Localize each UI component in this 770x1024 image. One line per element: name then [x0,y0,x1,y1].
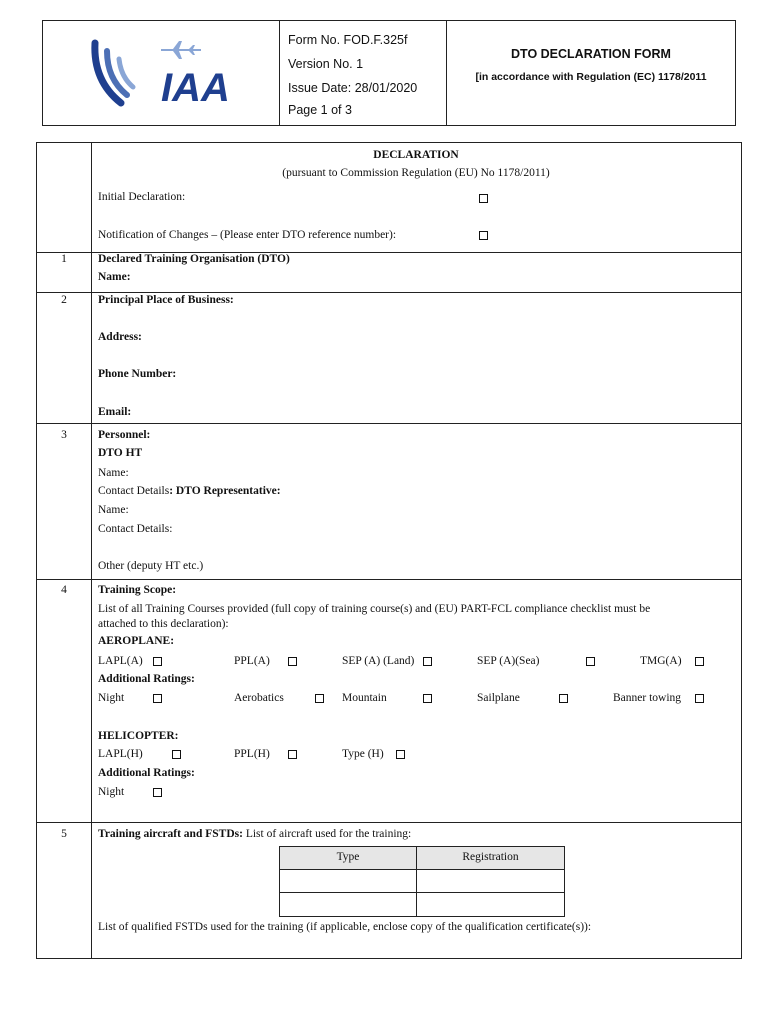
dto-ht-label: DTO HT [98,447,143,459]
row-divider [37,423,741,424]
notification-changes-checkbox[interactable] [479,231,488,240]
rating-night-checkbox[interactable] [153,694,162,703]
initial-declaration-checkbox[interactable] [479,194,488,203]
declaration-table [36,142,742,959]
helicopter-heading: HELICOPTER: [98,730,179,742]
course-ppl-h-label: PPL(H) [234,748,270,760]
aircraft-registration-header: Registration [462,851,519,863]
course-sep-sea-checkbox[interactable] [586,657,595,666]
section-1-title: Declared Training Organisation (DTO) [98,253,290,265]
rating-banner-towing-label: Banner towing [613,692,682,704]
course-type-h-label: Type (H) [342,748,384,760]
aeroplane-heading: AEROPLANE: [98,635,175,647]
rating-sailplane-checkbox[interactable] [559,694,568,703]
course-lapl-h-label: LAPL(H) [98,748,143,760]
aircraft-type-cell[interactable] [280,893,416,915]
ht-name-label: Name: [98,467,129,479]
additional-ratings-heli-heading: Additional Ratings: [98,767,195,779]
course-tmg-a-checkbox[interactable] [695,657,704,666]
section-number: 3 [61,429,67,441]
form-title-cell [447,21,735,125]
address-label: Address: [98,331,142,343]
iaa-logo [43,21,279,125]
training-scope-desc-cont: attached to this declaration): [98,618,229,630]
page-number: Page 1 of 3 [288,103,352,117]
rating-aerobatics-label: Aerobatics [234,692,284,704]
rating-banner-towing-checkbox[interactable] [695,694,704,703]
form-number: Form No. FOD.F.325f [288,33,408,47]
rating-night-label: Night [98,692,125,704]
notification-changes-label: Notification of Changes – (Please enter DTO reference number): [98,229,397,241]
dto-representative-label: : DTO Representative: [169,485,281,497]
aircraft-type-cell[interactable] [280,870,416,892]
row-divider [37,822,741,823]
aircraft-registration-cell[interactable] [417,870,564,892]
course-sep-land-checkbox[interactable] [423,657,432,666]
section-5-title: Training aircraft and FSTDs: [98,828,243,840]
section-number: 5 [61,828,67,840]
course-tmg-a-label: TMG(A) [640,655,682,667]
plane-icon [161,41,201,59]
form-subtitle: [in accordance with Regulation (EC) 1178/2011 [475,71,707,83]
section-number: 4 [61,584,67,596]
rating-mountain-checkbox[interactable] [423,694,432,703]
form-header [42,20,736,126]
logo-cell [43,21,280,125]
declaration-subtitle: (pursuant to Commission Regulation (EU) No 1178/2011) [282,167,550,179]
course-ppl-a-label: PPL(A) [234,655,270,667]
section-5-title-row [98,828,411,840]
course-ppl-h-checkbox[interactable] [288,750,297,759]
aircraft-type-header: Type [336,851,360,863]
section-4-title: Training Scope: [98,584,177,596]
training-scope-desc: List of all Training Courses provided (full copy of training course(s) and (EU) PART-FCL compliance checklist must be [98,603,651,615]
declaration-title: DECLARATION [373,149,459,161]
aircraft-registration-cell[interactable] [417,893,564,915]
course-lapl-h-checkbox[interactable] [172,750,181,759]
section-number: 1 [61,253,67,265]
course-ppl-a-checkbox[interactable] [288,657,297,666]
column-divider [91,143,92,958]
course-sep-sea-label: SEP (A)(Sea) [477,655,540,667]
issue-date: Issue Date: 28/01/2020 [288,81,418,95]
ht-contact-row [98,485,281,497]
row-divider [37,292,741,293]
version-number: Version No. 1 [288,57,364,71]
fstd-list-desc: List of qualified FSTDs used for the training (if applicable, enclose copy of the qualification certificate(s)): [98,921,592,933]
course-type-h-checkbox[interactable] [396,750,405,759]
ht-contact-label: Contact Details [98,485,170,497]
rating-aerobatics-checkbox[interactable] [315,694,324,703]
rep-contact-label: Contact Details: [98,523,173,535]
heli-rating-night-checkbox[interactable] [153,788,162,797]
course-sep-land-label: SEP (A) (Land) [342,655,415,667]
rating-mountain-label: Mountain [342,692,387,704]
logo-text: IAA [161,66,230,110]
aircraft-list-desc: List of aircraft used for the training: [245,828,412,840]
section-2-title: Principal Place of Business: [98,294,234,306]
section-3-title: Personnel: [98,429,151,441]
form-meta-cell [280,21,447,125]
dto-name-label: Name: [98,271,131,283]
email-label: Email: [98,406,132,418]
phone-label: Phone Number: [98,368,177,380]
aircraft-table [279,846,565,917]
rep-name-label: Name: [98,504,129,516]
row-divider [37,579,741,580]
other-personnel-label: Other (deputy HT etc.) [98,560,204,572]
section-number: 2 [61,294,67,306]
form-title: DTO DECLARATION FORM [511,47,671,61]
rating-sailplane-label: Sailplane [477,692,520,704]
initial-declaration-label: Initial Declaration: [98,191,186,203]
course-lapl-a-label: LAPL(A) [98,655,143,667]
additional-ratings-heading: Additional Ratings: [98,673,195,685]
heli-rating-night-label: Night [98,786,125,798]
course-lapl-a-checkbox[interactable] [153,657,162,666]
